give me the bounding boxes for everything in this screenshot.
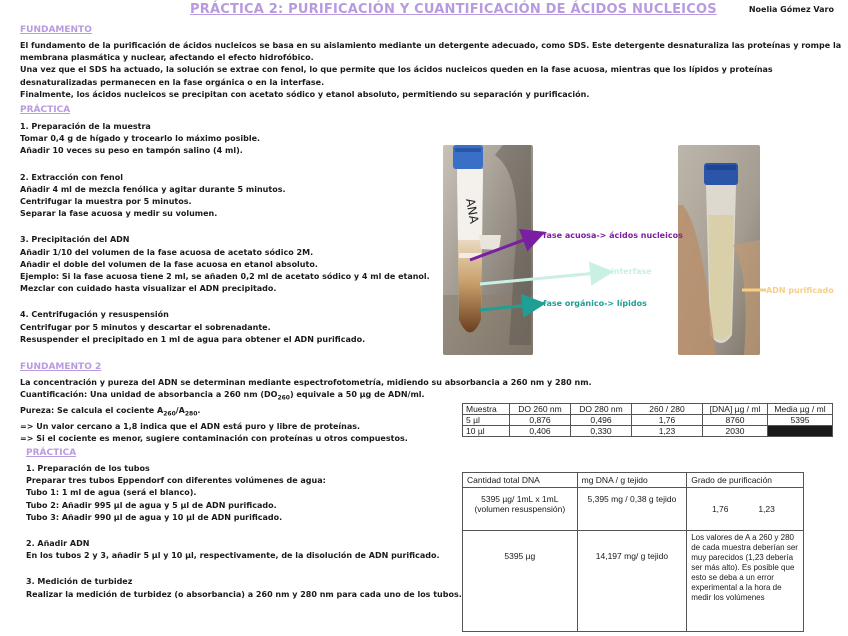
table-row <box>463 415 833 426</box>
step-title: 3. Precipitación del ADN <box>20 235 130 245</box>
label-purified-dna: ADN purificado <box>766 286 834 295</box>
step-line: Añadir 10 veces su peso en tampón salino (4 ml). <box>20 146 243 156</box>
col-header: [DNA] µg / ml <box>703 404 768 415</box>
step-line: Añadir el doble del volumen de la fase acuosa en etanol absoluto. <box>20 259 318 269</box>
step-line: Tubo 1: 1 ml de agua (será el blanco). <box>26 488 197 498</box>
table-header-row <box>463 404 833 415</box>
label-aqueous-phase: fase acuosa-> ácidos nucleicos <box>543 231 683 240</box>
col-header: 260 / 280 <box>632 404 703 415</box>
fundamento2-line: => Si el cociente es menor, sugiere contaminación con proteínas u otros compuestos. <box>20 434 408 443</box>
table-cell: 0,330 <box>571 426 632 437</box>
table-cell: 0,876 <box>510 415 571 426</box>
step-title: 4. Centrifugación y resuspensión <box>20 310 169 320</box>
fundamento-line: El fundamento de la purificación de ácidos nucleicos se basa en su aislamiento mediante un detergente adecuado, como SDS. Este detergente desnaturaliza las proteínas y rompe la <box>20 41 842 50</box>
step-line: Añadir 1/10 del volumen de la fase acuosa de acetato sódico 2M. <box>20 247 314 257</box>
col-header: Cantidad total DNA <box>463 473 578 488</box>
table-cell: 0,496 <box>571 415 632 426</box>
fundamento-line: membrana plasmática y nuclear, afectando el efecto hidrofóbico. <box>20 53 314 63</box>
table-cell: 1,76 <box>632 415 703 426</box>
step-line: Tubo 3: Añadir 990 µl de agua y 10 µl de ADN purificado. <box>26 512 283 522</box>
table-cell: 14,197 mg/ g tejido <box>577 531 687 632</box>
step-line: En los tubos 2 y 3, añadir 5 µl y 10 µl, respectivamente, de la disolución de ADN purificado. <box>26 551 440 561</box>
fundamento-line: Finalmente, los ácidos nucleicos se precipitan con acetato sódico y etanol absoluto, permitiendo su separación y purificación. <box>20 89 590 99</box>
fundamento2-heading: FUNDAMENTO 2 <box>20 362 102 372</box>
absorbance-table <box>462 403 833 437</box>
organic-arrow <box>480 304 540 310</box>
fundamento-line: desnaturalizadas permanecen en la fase orgánica o en la interfase. <box>20 77 325 87</box>
step-title: 1. Preparación de la muestra <box>20 122 151 131</box>
table-row <box>463 488 804 531</box>
table-header-row <box>463 473 804 488</box>
col-header: Muestra <box>463 404 510 415</box>
step-line: Centrifugar la muestra por 5 minutos. <box>20 197 192 207</box>
table-cell: 2030 <box>703 426 768 437</box>
page-title: PRÁCTICA 2: PURIFICACIÓN Y CUANTIFICACIÓN DE ÁCIDOS NUCLEICOS <box>190 2 717 17</box>
table-row <box>463 531 804 632</box>
cell-line: 5395 µg/ 1mL x 1mL <box>481 494 559 504</box>
table-cell: 5395 <box>768 415 833 426</box>
author-name: Noelia Gómez Varo <box>748 5 834 14</box>
practica2-steps <box>26 463 462 601</box>
step-line: Preparar tres tubos Eppendorf con diferentes volúmenes de agua: <box>26 476 326 486</box>
step-line: Tubo 2: Añadir 995 µl de agua y 5 µl de ADN purificado. <box>26 500 277 510</box>
table-cell: 5,395 mg / 0,38 g tejido <box>577 488 687 531</box>
table-cell: 0,406 <box>510 426 571 437</box>
table-cell: Los valores de A a 260 y 280 de cada muestra deberían ser muy parecidos (1,23 debería ser más alto). Es posible que esto se deba a un error experimental a la hora de medir los volúmenes <box>687 531 804 632</box>
step-line: Mezclar con cuidado hasta visualizar el ADN precipitado. <box>20 284 277 294</box>
step-line: Resuspender el precipitado en 1 ml de agua para obtener el ADN purificado. <box>20 334 366 344</box>
practica2-heading: PRÁCTICA <box>26 448 77 458</box>
table-cell: 5395 µg <box>463 531 578 632</box>
fundamento2-line: => Un valor cercano a 1,8 indica que el ADN está puro y libre de proteínas. <box>20 421 361 431</box>
table-cell <box>687 488 804 531</box>
label-interphase: interfase <box>611 267 652 276</box>
step-line: Tomar 0,4 g de hígado y trocearlo lo máximo posible. <box>20 134 261 144</box>
svg-text:ANA: ANA <box>463 197 482 225</box>
col-header: mg DNA / g tejido <box>577 473 687 488</box>
practica-heading: PRÁCTICA <box>20 105 71 115</box>
fundamento-text <box>20 40 841 101</box>
col-header: DO 260 nm <box>510 404 571 415</box>
photo-purified-dna <box>678 145 760 355</box>
step-line: Realizar la medición de turbidez (o absorbancia) a 260 nm y 280 nm para cada uno de los tubos. <box>26 589 462 599</box>
fundamento-line: Una vez que el SDS ha actuado, la solución se extrae con fenol, lo que permite que los ácidos nucleicos queden en la fase acuosa, mientras que los lípidos y proteínas <box>20 65 773 75</box>
step-title: 3. Medición de turbidez <box>26 577 133 587</box>
fundamento2-line: Pureza: Se calcula el cociente $A_{260}/A_{280}$. <box>20 406 201 418</box>
table-cell: 1,23 <box>632 426 703 437</box>
col-header: Media µg / ml <box>768 404 833 415</box>
step-line: Añadir 4 ml de mezcla fenólica y agitar durante 5 minutos. <box>20 184 286 194</box>
step-line: Separar la fase acuosa y medir su volumen. <box>20 209 218 219</box>
interphase-arrow <box>480 272 608 284</box>
col-header: Grado de purificación <box>687 473 804 488</box>
step-line: Centrifugar por 5 minutos y descartar el sobrenadante. <box>20 322 271 332</box>
purified-photo-illustration <box>678 145 760 355</box>
label-organic-phase: fase orgánico-> lípidos <box>543 299 647 308</box>
cell-line: (volumen resuspensión) <box>474 504 566 514</box>
table-row <box>463 426 833 437</box>
table-cell: 5 µl <box>463 415 510 426</box>
aqueous-arrow <box>470 234 540 260</box>
table-cell <box>463 488 578 531</box>
step-title: 2. Añadir ADN <box>26 539 90 549</box>
fundamento2-line: Cuantificación: Una unidad de absorbancia a 260 nm $(DO_{260})$ equivale a 50 µg de ADN/ml. <box>20 390 425 402</box>
purification-table <box>462 472 804 632</box>
practica-steps <box>20 121 430 346</box>
step-line: Ejemplo: Si la fase acuosa tiene 2 ml, se añaden 0,2 ml de acetato sódico y 4 ml de etanol. <box>20 272 430 282</box>
step-title: 2. Extracción con fenol <box>20 172 123 182</box>
step-title: 1. Preparación de los tubos <box>26 464 150 473</box>
col-header: DO 280 nm <box>571 404 632 415</box>
table-cell: 10 µl <box>463 426 510 437</box>
table-cell-filled <box>768 426 833 437</box>
ratio-10ul: 1,23 <box>758 504 775 514</box>
table-cell: 8760 <box>703 415 768 426</box>
fundamento-heading: FUNDAMENTO <box>20 25 92 35</box>
ratio-5ul: 1,76 <box>711 504 729 514</box>
fundamento2-line: La concentración y pureza del ADN se determinan mediante espectrofotometría, midiendo su absorbancia a 260 nm y 280 nm. <box>20 378 592 387</box>
